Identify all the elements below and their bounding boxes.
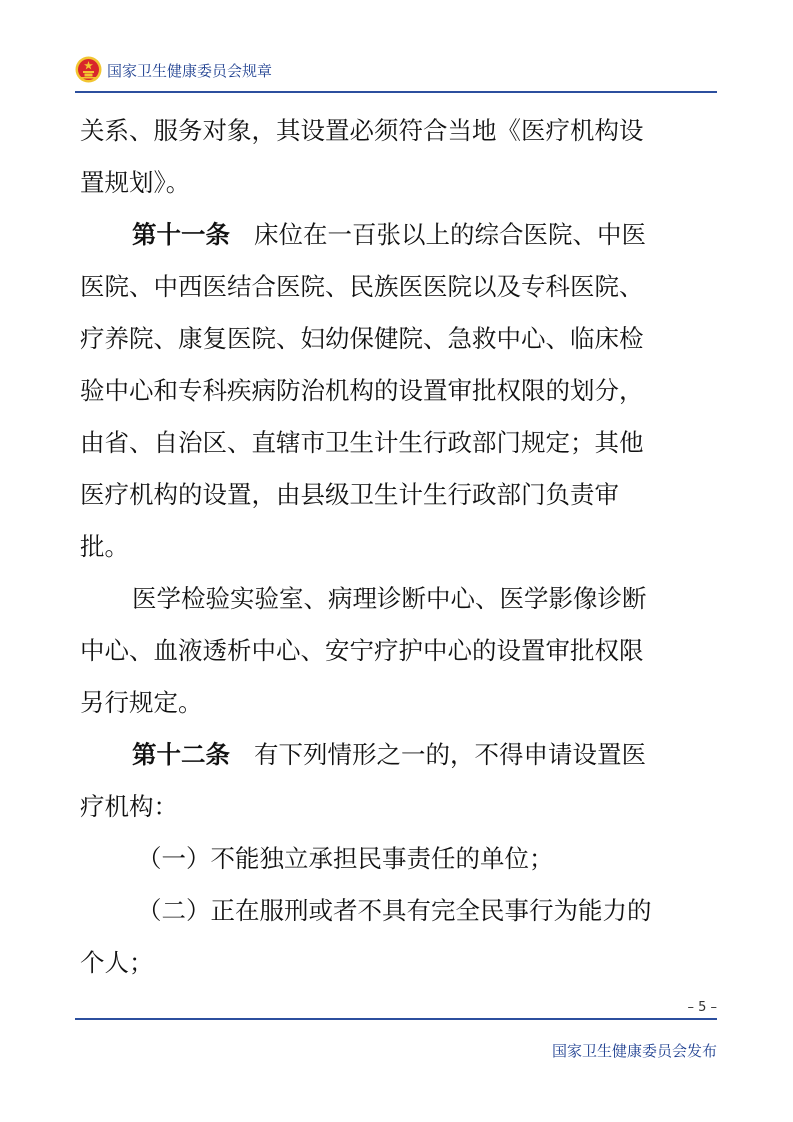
- paragraph-line: 疗养院、康复医院、妇幼保健院、急救中心、临床检: [80, 324, 644, 353]
- article-11-first-line: [80, 209, 720, 261]
- footer-publisher: 国家卫生健康委员会发布: [551, 1042, 717, 1060]
- paragraph-line: 医院、中西医结合医院、民族医医院以及专科医院、: [80, 272, 644, 301]
- paragraph-line: 由省、自治区、直辖市卫生计生行政部门规定；其他: [80, 428, 644, 457]
- paragraph-line: 中心、血液透析中心、安宁疗护中心的设置审批权限: [80, 636, 644, 665]
- paragraph-line: 医疗机构的设置，由县级卫生计生行政部门负责审: [80, 480, 619, 509]
- header-title: 国家卫生健康委员会规章: [107, 62, 273, 80]
- page-number: – 5 –: [687, 1000, 717, 1015]
- article-12-first-line: [80, 729, 720, 781]
- paragraph-line: 疗机构：: [80, 792, 178, 821]
- paragraph-line: 医学检验实验室、病理诊断中心、医学影像诊断: [132, 584, 647, 613]
- article-12-text: 有下列情形之一的，不得申请设置医: [254, 740, 646, 769]
- paragraph-line: 批。: [80, 532, 129, 561]
- document-body: [80, 105, 720, 989]
- paragraph-line: 置规划》。: [80, 168, 191, 197]
- header-divider: [75, 91, 717, 93]
- national-emblem-icon: [75, 56, 102, 83]
- article-11-label: 第十一条: [132, 220, 230, 249]
- page-header: [75, 56, 717, 86]
- paragraph-line: 另行规定。: [80, 688, 203, 717]
- list-item-1: （一）不能独立承担民事责任的单位；: [137, 844, 554, 873]
- paragraph-line: 个人；: [80, 948, 154, 977]
- paragraph-line: 验中心和专科疾病防治机构的设置审批权限的划分，: [80, 376, 644, 405]
- article-11-text: 床位在一百张以上的综合医院、中医: [254, 220, 646, 249]
- paragraph-line: 关系、服务对象，其设置必须符合当地《医疗机构设: [80, 116, 644, 145]
- footer-divider: [75, 1018, 717, 1020]
- article-12-label: 第十二条: [132, 740, 230, 769]
- list-item-2: （二）正在服刑或者不具有完全民事行为能力的: [137, 896, 652, 925]
